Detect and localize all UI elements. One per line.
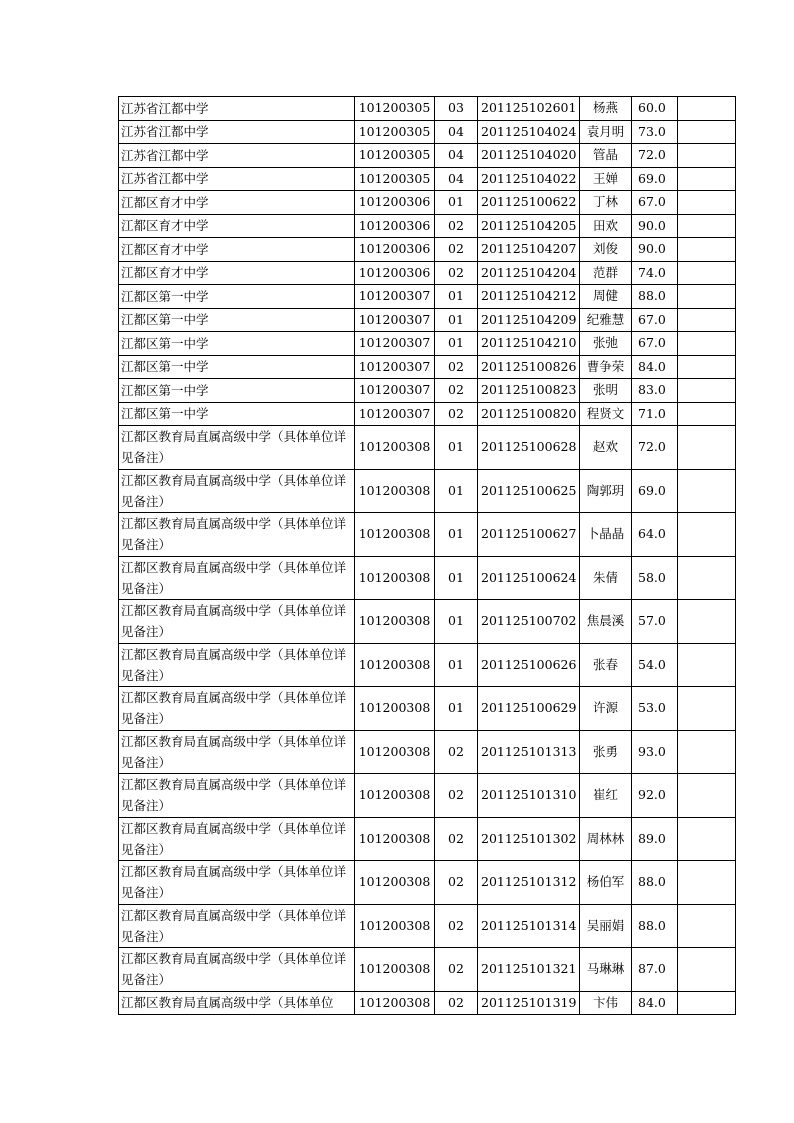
note-cell xyxy=(678,513,736,557)
note-cell xyxy=(678,991,736,1014)
note-cell xyxy=(678,308,736,332)
candidate-name-cell: 袁月明 xyxy=(580,120,632,144)
note-cell xyxy=(678,238,736,262)
candidate-name-cell: 曹争荣 xyxy=(580,355,632,379)
unit-cell: 江都区第一中学 xyxy=(119,379,355,403)
exam-number-cell: 201125104022 xyxy=(478,167,580,191)
note-cell xyxy=(678,191,736,215)
table-row xyxy=(119,144,736,168)
table-row xyxy=(119,379,736,403)
score-cell: 69.0 xyxy=(632,469,678,513)
table-row xyxy=(119,308,736,332)
results-table xyxy=(118,96,736,1015)
candidate-name-cell: 王婵 xyxy=(580,167,632,191)
unit-code-cell: 101200308 xyxy=(355,643,435,687)
candidate-name-cell: 杨伯军 xyxy=(580,861,632,905)
unit-cell: 江都区育才中学 xyxy=(119,214,355,238)
note-cell xyxy=(678,904,736,948)
score-cell: 60.0 xyxy=(632,97,678,121)
exam-number-cell: 201125104024 xyxy=(478,120,580,144)
candidate-name-cell: 杨燕 xyxy=(580,97,632,121)
exam-number-cell: 201125104207 xyxy=(478,238,580,262)
post-code-cell: 01 xyxy=(435,556,478,600)
post-code-cell: 01 xyxy=(435,469,478,513)
post-code-cell: 01 xyxy=(435,332,478,356)
unit-code-cell: 101200307 xyxy=(355,308,435,332)
post-code-cell: 02 xyxy=(435,379,478,403)
unit-cell: 江都区第一中学 xyxy=(119,402,355,426)
table-row xyxy=(119,730,736,774)
unit-code-cell: 101200308 xyxy=(355,948,435,992)
score-cell: 54.0 xyxy=(632,643,678,687)
exam-number-cell: 201125100628 xyxy=(478,426,580,470)
candidate-name-cell: 周林林 xyxy=(580,817,632,861)
unit-cell: 江都区教育局直属高级中学（具体单位详见备注） xyxy=(119,426,355,470)
table-row xyxy=(119,426,736,470)
table-row xyxy=(119,556,736,600)
exam-number-cell: 201125100626 xyxy=(478,643,580,687)
candidate-name-cell: 崔红 xyxy=(580,774,632,818)
post-code-cell: 02 xyxy=(435,214,478,238)
unit-cell: 江都区教育局直属高级中学（具体单位详见备注） xyxy=(119,948,355,992)
score-cell: 88.0 xyxy=(632,285,678,309)
table-row xyxy=(119,332,736,356)
candidate-name-cell: 卜晶晶 xyxy=(580,513,632,557)
exam-number-cell: 201125100625 xyxy=(478,469,580,513)
unit-code-cell: 101200306 xyxy=(355,261,435,285)
score-cell: 88.0 xyxy=(632,904,678,948)
unit-cell: 江都区第一中学 xyxy=(119,285,355,309)
unit-cell: 江苏省江都中学 xyxy=(119,120,355,144)
exam-number-cell: 201125101312 xyxy=(478,861,580,905)
unit-cell: 江苏省江都中学 xyxy=(119,97,355,121)
unit-cell: 江苏省江都中学 xyxy=(119,167,355,191)
unit-code-cell: 101200307 xyxy=(355,402,435,426)
note-cell xyxy=(678,214,736,238)
exam-number-cell: 201125104212 xyxy=(478,285,580,309)
unit-cell: 江都区教育局直属高级中学（具体单位详见备注） xyxy=(119,600,355,644)
post-code-cell: 01 xyxy=(435,600,478,644)
score-cell: 57.0 xyxy=(632,600,678,644)
table-row xyxy=(119,861,736,905)
post-code-cell: 01 xyxy=(435,285,478,309)
table-body xyxy=(119,97,736,1015)
post-code-cell: 02 xyxy=(435,355,478,379)
table-row xyxy=(119,238,736,262)
unit-code-cell: 101200306 xyxy=(355,191,435,215)
candidate-name-cell: 周健 xyxy=(580,285,632,309)
unit-code-cell: 101200307 xyxy=(355,332,435,356)
unit-cell: 江都区育才中学 xyxy=(119,191,355,215)
note-cell xyxy=(678,167,736,191)
table-row xyxy=(119,120,736,144)
table-row xyxy=(119,643,736,687)
note-cell xyxy=(678,600,736,644)
post-code-cell: 02 xyxy=(435,730,478,774)
exam-number-cell: 201125104205 xyxy=(478,214,580,238)
candidate-name-cell: 丁林 xyxy=(580,191,632,215)
score-cell: 73.0 xyxy=(632,120,678,144)
unit-cell: 江都区教育局直属高级中学（具体单位详见备注） xyxy=(119,817,355,861)
candidate-name-cell: 朱倩 xyxy=(580,556,632,600)
note-cell xyxy=(678,426,736,470)
note-cell xyxy=(678,120,736,144)
note-cell xyxy=(678,556,736,600)
exam-number-cell: 201125104210 xyxy=(478,332,580,356)
post-code-cell: 04 xyxy=(435,144,478,168)
post-code-cell: 01 xyxy=(435,643,478,687)
candidate-name-cell: 管晶 xyxy=(580,144,632,168)
note-cell xyxy=(678,332,736,356)
unit-code-cell: 101200307 xyxy=(355,355,435,379)
exam-number-cell: 201125100826 xyxy=(478,355,580,379)
post-code-cell: 04 xyxy=(435,120,478,144)
note-cell xyxy=(678,774,736,818)
note-cell xyxy=(678,379,736,403)
unit-cell: 江都区教育局直属高级中学（具体单位详见备注） xyxy=(119,730,355,774)
table-row xyxy=(119,817,736,861)
unit-cell: 江都区教育局直属高级中学（具体单位详见备注） xyxy=(119,469,355,513)
post-code-cell: 02 xyxy=(435,238,478,262)
unit-code-cell: 101200308 xyxy=(355,991,435,1014)
exam-number-cell: 201125104209 xyxy=(478,308,580,332)
score-cell: 67.0 xyxy=(632,191,678,215)
score-cell: 92.0 xyxy=(632,774,678,818)
note-cell xyxy=(678,285,736,309)
table-row xyxy=(119,167,736,191)
note-cell xyxy=(678,144,736,168)
table-row xyxy=(119,948,736,992)
score-cell: 88.0 xyxy=(632,861,678,905)
table-row xyxy=(119,774,736,818)
score-cell: 84.0 xyxy=(632,991,678,1014)
exam-number-cell: 201125101319 xyxy=(478,991,580,1014)
table-row xyxy=(119,904,736,948)
unit-cell: 江都区教育局直属高级中学（具体单位详见备注） xyxy=(119,643,355,687)
exam-number-cell: 201125101302 xyxy=(478,817,580,861)
score-cell: 67.0 xyxy=(632,308,678,332)
exam-number-cell: 201125100622 xyxy=(478,191,580,215)
table-row xyxy=(119,513,736,557)
post-code-cell: 02 xyxy=(435,904,478,948)
post-code-cell: 04 xyxy=(435,167,478,191)
table-row xyxy=(119,469,736,513)
unit-code-cell: 101200308 xyxy=(355,687,435,731)
post-code-cell: 01 xyxy=(435,687,478,731)
unit-cell: 江都区教育局直属高级中学（具体单位详见备注） xyxy=(119,513,355,557)
unit-code-cell: 101200306 xyxy=(355,214,435,238)
candidate-name-cell: 田欢 xyxy=(580,214,632,238)
post-code-cell: 02 xyxy=(435,774,478,818)
score-cell: 90.0 xyxy=(632,214,678,238)
post-code-cell: 02 xyxy=(435,402,478,426)
unit-code-cell: 101200308 xyxy=(355,817,435,861)
candidate-name-cell: 赵欢 xyxy=(580,426,632,470)
note-cell xyxy=(678,402,736,426)
candidate-name-cell: 许源 xyxy=(580,687,632,731)
unit-code-cell: 101200308 xyxy=(355,426,435,470)
table-row xyxy=(119,600,736,644)
table-row xyxy=(119,991,736,1014)
unit-cell: 江都区育才中学 xyxy=(119,238,355,262)
unit-code-cell: 101200308 xyxy=(355,904,435,948)
candidate-name-cell: 陶郭玥 xyxy=(580,469,632,513)
exam-number-cell: 201125101313 xyxy=(478,730,580,774)
unit-code-cell: 101200308 xyxy=(355,774,435,818)
exam-number-cell: 201125100702 xyxy=(478,600,580,644)
score-cell: 71.0 xyxy=(632,402,678,426)
exam-number-cell: 201125104204 xyxy=(478,261,580,285)
candidate-name-cell: 张勇 xyxy=(580,730,632,774)
candidate-name-cell: 卞伟 xyxy=(580,991,632,1014)
candidate-name-cell: 纪雅慧 xyxy=(580,308,632,332)
note-cell xyxy=(678,97,736,121)
score-cell: 58.0 xyxy=(632,556,678,600)
candidate-name-cell: 马琳琳 xyxy=(580,948,632,992)
unit-cell: 江都区教育局直属高级中学（具体单位 xyxy=(119,991,355,1014)
note-cell xyxy=(678,861,736,905)
score-cell: 53.0 xyxy=(632,687,678,731)
score-cell: 84.0 xyxy=(632,355,678,379)
unit-code-cell: 101200308 xyxy=(355,556,435,600)
score-cell: 90.0 xyxy=(632,238,678,262)
note-cell xyxy=(678,261,736,285)
table-row xyxy=(119,97,736,121)
unit-cell: 江都区教育局直属高级中学（具体单位详见备注） xyxy=(119,904,355,948)
exam-number-cell: 201125104020 xyxy=(478,144,580,168)
post-code-cell: 03 xyxy=(435,97,478,121)
unit-cell: 江都区教育局直属高级中学（具体单位详见备注） xyxy=(119,861,355,905)
unit-code-cell: 101200308 xyxy=(355,600,435,644)
exam-number-cell: 201125101310 xyxy=(478,774,580,818)
post-code-cell: 02 xyxy=(435,817,478,861)
unit-cell: 江苏省江都中学 xyxy=(119,144,355,168)
exam-number-cell: 201125100629 xyxy=(478,687,580,731)
table-row xyxy=(119,191,736,215)
unit-code-cell: 101200305 xyxy=(355,120,435,144)
unit-code-cell: 101200308 xyxy=(355,469,435,513)
unit-cell: 江都区教育局直属高级中学（具体单位详见备注） xyxy=(119,556,355,600)
score-cell: 72.0 xyxy=(632,426,678,470)
unit-code-cell: 101200307 xyxy=(355,379,435,403)
exam-number-cell: 201125100820 xyxy=(478,402,580,426)
candidate-name-cell: 张春 xyxy=(580,643,632,687)
unit-cell: 江都区教育局直属高级中学（具体单位详见备注） xyxy=(119,774,355,818)
exam-number-cell: 201125102601 xyxy=(478,97,580,121)
note-cell xyxy=(678,355,736,379)
table-row xyxy=(119,355,736,379)
unit-code-cell: 101200305 xyxy=(355,167,435,191)
post-code-cell: 02 xyxy=(435,261,478,285)
table-row xyxy=(119,214,736,238)
table-row xyxy=(119,285,736,309)
post-code-cell: 02 xyxy=(435,991,478,1014)
exam-number-cell: 201125100624 xyxy=(478,556,580,600)
note-cell xyxy=(678,730,736,774)
post-code-cell: 02 xyxy=(435,948,478,992)
note-cell xyxy=(678,687,736,731)
exam-number-cell: 201125101321 xyxy=(478,948,580,992)
table-row xyxy=(119,687,736,731)
candidate-name-cell: 焦晨溪 xyxy=(580,600,632,644)
unit-code-cell: 101200305 xyxy=(355,97,435,121)
post-code-cell: 02 xyxy=(435,861,478,905)
score-cell: 69.0 xyxy=(632,167,678,191)
score-cell: 89.0 xyxy=(632,817,678,861)
candidate-name-cell: 张明 xyxy=(580,379,632,403)
score-cell: 72.0 xyxy=(632,144,678,168)
unit-code-cell: 101200307 xyxy=(355,285,435,309)
note-cell xyxy=(678,817,736,861)
candidate-name-cell: 刘俊 xyxy=(580,238,632,262)
score-cell: 87.0 xyxy=(632,948,678,992)
exam-number-cell: 201125101314 xyxy=(478,904,580,948)
exam-number-cell: 201125100823 xyxy=(478,379,580,403)
score-cell: 67.0 xyxy=(632,332,678,356)
unit-cell: 江都区教育局直属高级中学（具体单位详见备注） xyxy=(119,687,355,731)
post-code-cell: 01 xyxy=(435,308,478,332)
post-code-cell: 01 xyxy=(435,513,478,557)
note-cell xyxy=(678,469,736,513)
score-cell: 83.0 xyxy=(632,379,678,403)
note-cell xyxy=(678,948,736,992)
note-cell xyxy=(678,643,736,687)
table-row xyxy=(119,402,736,426)
candidate-name-cell: 范群 xyxy=(580,261,632,285)
unit-cell: 江都区第一中学 xyxy=(119,355,355,379)
candidate-name-cell: 张弛 xyxy=(580,332,632,356)
candidate-name-cell: 吴丽娟 xyxy=(580,904,632,948)
table-row xyxy=(119,261,736,285)
candidate-name-cell: 程贤文 xyxy=(580,402,632,426)
unit-cell: 江都区第一中学 xyxy=(119,308,355,332)
score-cell: 93.0 xyxy=(632,730,678,774)
unit-code-cell: 101200308 xyxy=(355,513,435,557)
score-cell: 64.0 xyxy=(632,513,678,557)
exam-number-cell: 201125100627 xyxy=(478,513,580,557)
unit-cell: 江都区第一中学 xyxy=(119,332,355,356)
unit-cell: 江都区育才中学 xyxy=(119,261,355,285)
unit-code-cell: 101200305 xyxy=(355,144,435,168)
unit-code-cell: 101200308 xyxy=(355,861,435,905)
post-code-cell: 01 xyxy=(435,426,478,470)
post-code-cell: 01 xyxy=(435,191,478,215)
unit-code-cell: 101200306 xyxy=(355,238,435,262)
unit-code-cell: 101200308 xyxy=(355,730,435,774)
score-cell: 74.0 xyxy=(632,261,678,285)
